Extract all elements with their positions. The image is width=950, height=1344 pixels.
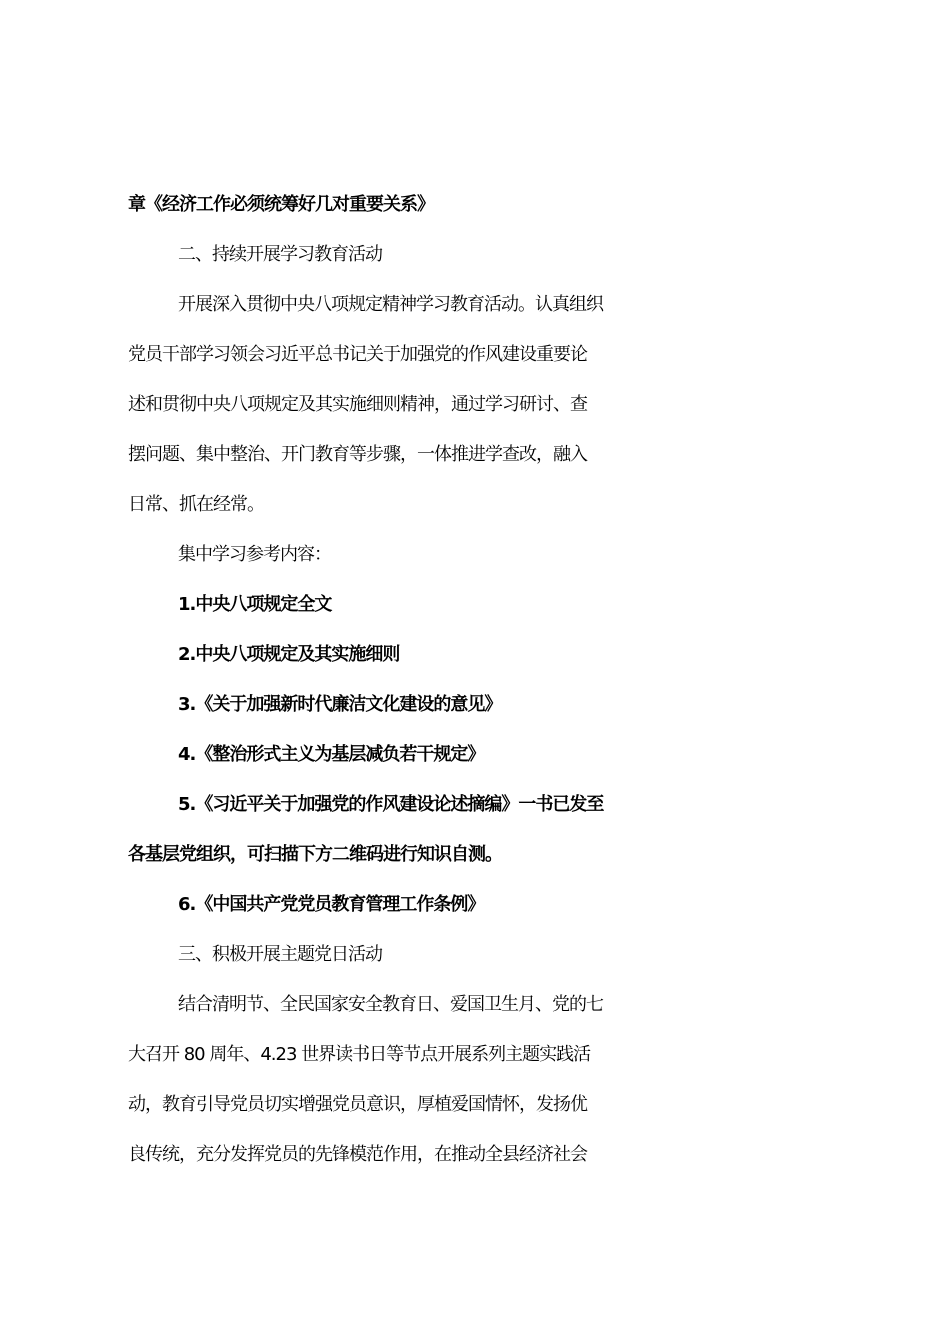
text-line: 开展深入贯彻中央八项规定精神学习教育活动。认真组织	[178, 294, 603, 315]
list-item: 5.《习近平关于加强党的作风建设论述摘编》一书已发至	[178, 794, 604, 815]
list-item-continuation: 各基层党组织，可扫描下方二维码进行知识自测。	[128, 844, 502, 865]
text-line: 结合清明节、全民国家安全教育日、爱国卫生月、党的七	[178, 994, 603, 1015]
text-line: 日常、抓在经常。	[128, 494, 264, 515]
text-line: 大召开 80 周年、4.23 世界读书日等节点开展系列主题实践活	[128, 1044, 591, 1065]
list-item: 2.中央八项规定及其实施细则	[178, 644, 400, 665]
text-line: 党员干部学习领会习近平总书记关于加强党的作风建设重要论	[128, 344, 587, 365]
text-line: 摆问题、集中整治、开门教育等步骤，一体推进学查改，融入	[128, 444, 587, 465]
list-item: 6.《中国共产党党员教育管理工作条例》	[178, 894, 485, 915]
text-line: 动，教育引导党员切实增强党员意识，厚植爱国情怀，发扬优	[128, 1094, 587, 1115]
text-line: 良传统，充分发挥党员的先锋模范作用，在推动全县经济社会	[128, 1144, 587, 1165]
list-item: 4.《整治形式主义为基层减负若干规定》	[178, 744, 485, 765]
list-item: 3.《关于加强新时代廉洁文化建设的意见》	[178, 694, 502, 715]
list-item: 1.中央八项规定全文	[178, 594, 332, 615]
section-heading: 三、积极开展主题党日活动	[178, 944, 382, 965]
text-line: 章《经济工作必须统筹好几对重要关系》	[128, 194, 434, 215]
text-line: 集中学习参考内容：	[178, 544, 331, 565]
section-heading: 二、持续开展学习教育活动	[178, 244, 382, 265]
text-line: 述和贯彻中央八项规定及其实施细则精神，通过学习研讨、查	[128, 394, 587, 415]
